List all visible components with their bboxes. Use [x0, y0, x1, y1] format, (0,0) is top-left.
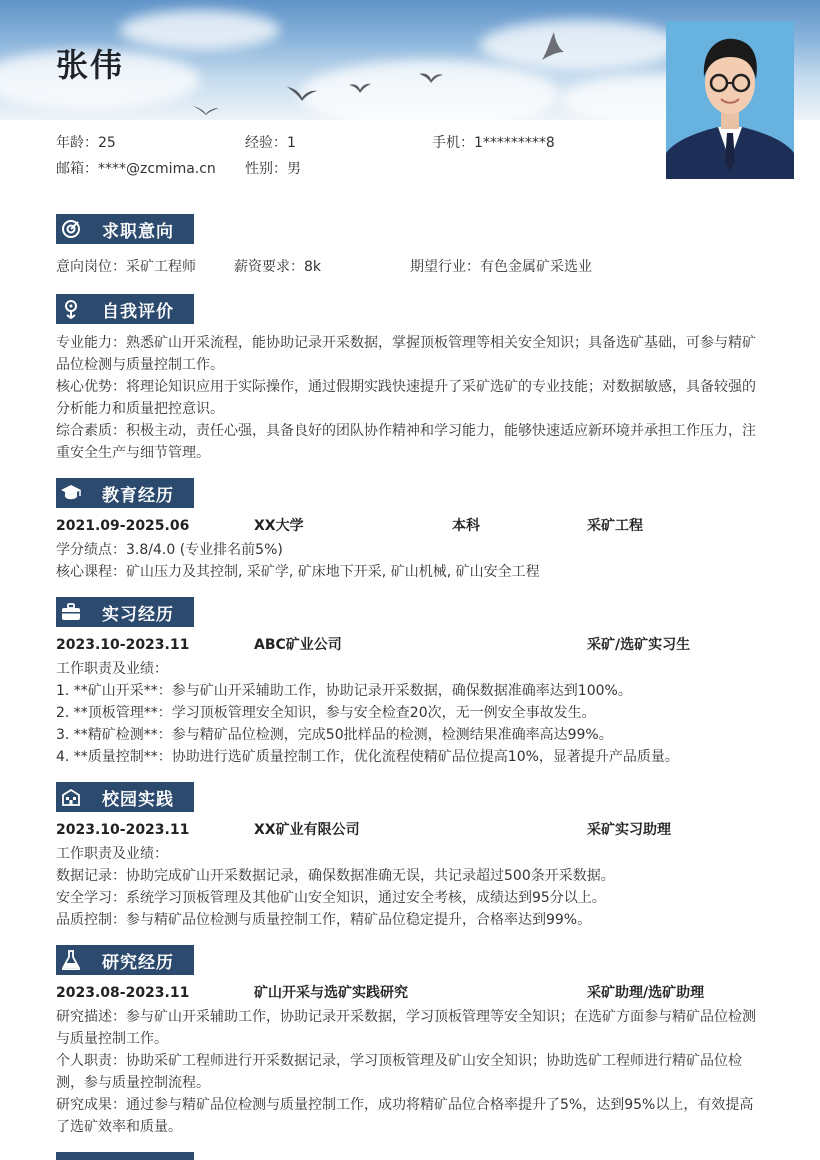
section-title: 教育经历 [102, 485, 174, 506]
building-icon [56, 782, 86, 812]
age: 年龄：25 [56, 135, 116, 151]
campus-org: XX矿业有限公司 [254, 822, 360, 838]
internship-period: 2023.10-2023.11 [56, 637, 190, 653]
education-row [56, 515, 766, 537]
bird-icon [540, 30, 566, 62]
research-role: 采矿助理/选矿助理 [587, 985, 705, 1001]
section-title: 自我评价 [102, 301, 174, 322]
education-period: 2021.09-2025.06 [56, 518, 190, 534]
intent-salary: 薪资要求：8k [234, 259, 322, 275]
self-eval-skills: 专业能力：熟悉矿山开采流程，能协助记录开采数据，掌握顶板管理等相关安全知识；具备选矿基础，可参与精矿品位检测与质量控制工作。 [56, 335, 756, 373]
flask-icon [56, 945, 86, 975]
research-project: 矿山开采与选矿实践研究 [254, 985, 408, 1001]
education-courses: 核心课程：矿山压力及其控制, 采矿学, 矿床地下开采, 矿山机械, 矿山安全工程 [56, 564, 540, 580]
bird-icon [348, 80, 372, 94]
list-item: 数据记录：协助完成矿山开采数据记录，确保数据准确无误，共记录超过500条开采数据。 [56, 868, 615, 884]
list-item: 3. **精矿检测**：参与精矿品位检测，完成50批样品的检测，检测结果准确率高达99%。 [56, 727, 613, 743]
section-title: 实习经历 [102, 604, 174, 625]
research-period: 2023.08-2023.11 [56, 985, 190, 1001]
internship-row [56, 634, 766, 656]
internship-role: 采矿/选矿实习生 [587, 637, 691, 653]
research-row [56, 982, 766, 1004]
target-icon [56, 214, 86, 244]
flower-icon [56, 294, 86, 324]
briefcase-icon [56, 597, 86, 627]
self-eval-strengths: 核心优势：将理论知识应用于实际操作，通过假期实践快速提升了采矿选矿的专业技能；对数据敏感，具备较强的分析能力和质量把控意识。 [56, 379, 756, 417]
section-header-education [56, 478, 194, 508]
education-major: 采矿工程 [587, 518, 643, 534]
self-eval-qualities: 综合素质：积极主动，责任心强，具备良好的团队协作精神和学习能力，能够快速适应新环境并承担工作压力，注重安全生产与细节管理。 [56, 423, 756, 461]
education-degree: 本科 [452, 518, 480, 534]
candidate-name: 张伟 [56, 46, 125, 84]
email: 邮箱：****@zcmima.cn [56, 161, 216, 177]
section-title: 研究经历 [102, 952, 174, 973]
bird-icon [192, 104, 220, 116]
bird-icon [286, 84, 318, 102]
section-header-next [56, 1152, 194, 1160]
research-description: 研究描述：参与矿山开采辅助工作，协助记录开采数据，学习顶板管理等安全知识；在选矿方面参与精矿品位检测与质量控制工作。 [56, 1009, 756, 1047]
graduation-cap-icon [56, 478, 86, 508]
research-result: 研究成果：通过参与精矿品位检测与质量控制工作，成功将精矿品位合格率提升了5%，达到95%以上，有效提高了选矿效率和质量。 [56, 1097, 754, 1135]
list-item: 4. **质量控制**：协助进行选矿质量控制工作，优化流程使精矿品位提高10%，显著提升产品质量。 [56, 749, 679, 765]
campus-row [56, 819, 766, 841]
list-item: 1. **矿山开采**：参与矿山开采辅助工作，协助记录开采数据，确保数据准确率达到100%。 [56, 683, 632, 699]
education-gpa: 学分绩点：3.8/4.0 (专业排名前5%) [56, 542, 283, 558]
section-header-research [56, 945, 194, 975]
campus-period: 2023.10-2023.11 [56, 822, 190, 838]
experience: 经验：1 [245, 135, 296, 151]
list-item: 安全学习：系统学习顶板管理及其他矿山安全知识，通过安全考核，成绩达到95分以上。 [56, 890, 606, 906]
section-header-campus [56, 782, 194, 812]
education-school: XX大学 [254, 518, 304, 534]
list-item: 品质控制：参与精矿品位检测与质量控制工作，精矿品位稳定提升，合格率达到99%。 [56, 912, 592, 928]
intent-position: 意向岗位：采矿工程师 [56, 259, 196, 275]
section-header-intent [56, 214, 194, 244]
section-header-self [56, 294, 194, 324]
basic-info [56, 132, 656, 182]
intent-industry: 期望行业：有色金属矿采选业 [410, 259, 592, 275]
phone: 手机：1*********8 [432, 135, 555, 151]
bird-icon [418, 70, 444, 84]
internship-company: ABC矿业公司 [254, 637, 342, 653]
section-header-internship [56, 597, 194, 627]
campus-intro: 工作职责及业绩： [56, 846, 168, 862]
section-title: 校园实践 [102, 789, 174, 810]
research-duty: 个人职责：协助采矿工程师进行开采数据记录，学习顶板管理及矿山安全知识；协助选矿工程师进行精矿品位检测，参与质量控制流程。 [56, 1053, 742, 1091]
gender: 性别：男 [245, 161, 301, 177]
section-title: 求职意向 [102, 221, 174, 242]
profile-photo [666, 21, 794, 179]
list-item: 2. **顶板管理**：学习顶板管理安全知识，参与安全检查20次，无一例安全事故发生。 [56, 705, 596, 721]
campus-role: 采矿实习助理 [587, 822, 671, 838]
internship-intro: 工作职责及业绩： [56, 661, 168, 677]
